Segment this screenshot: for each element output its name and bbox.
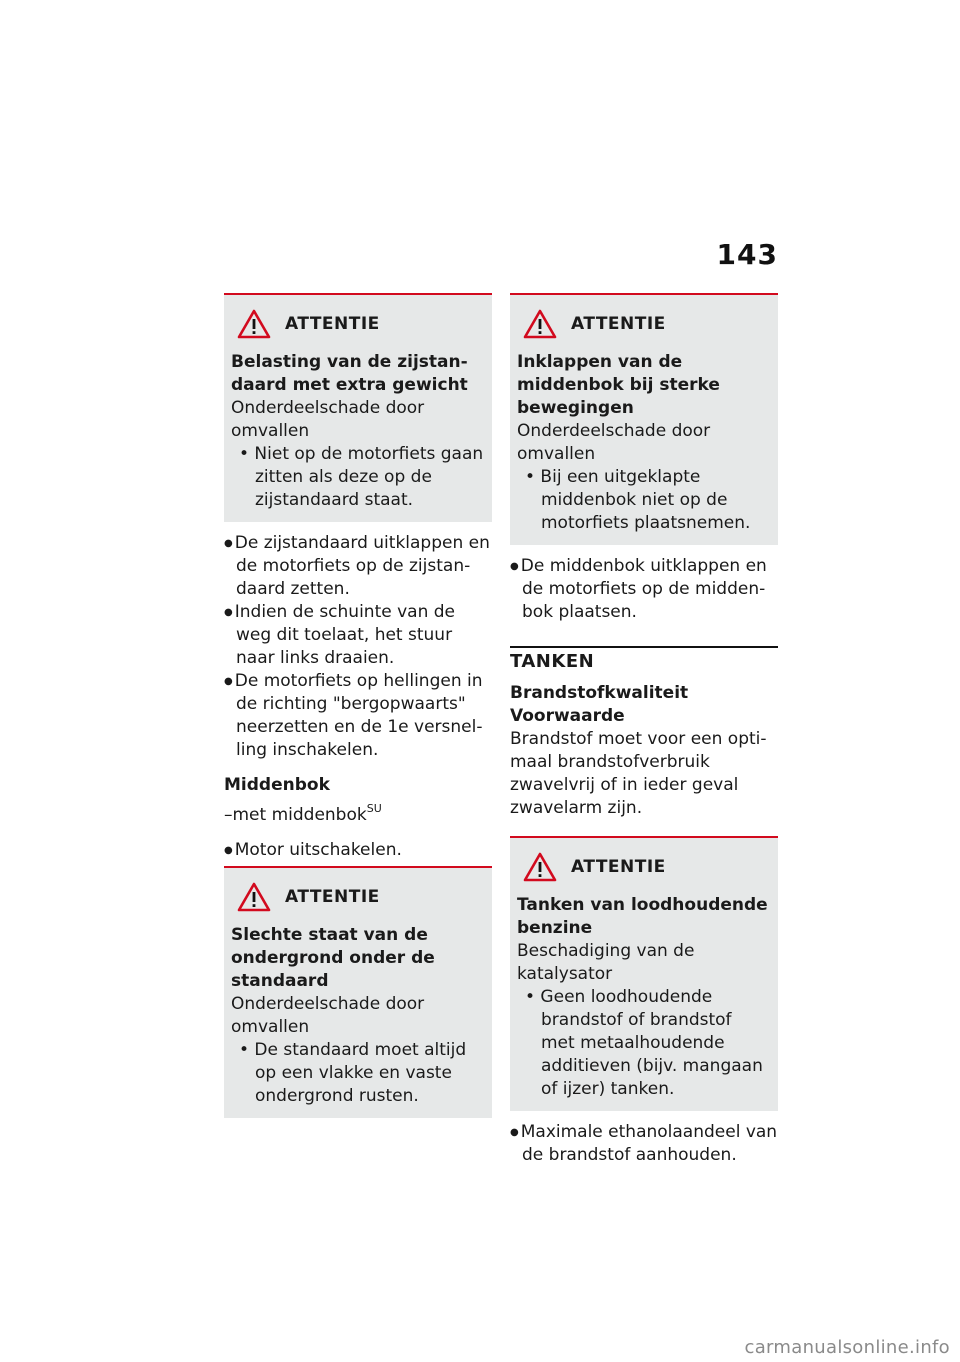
- warning-label: ATTENTIE: [285, 886, 380, 907]
- bullet-list: [224, 839, 492, 862]
- warning-box: [510, 293, 778, 545]
- list-item: ● Indien de schuinte van de weg dit toelaat, het stuur naar links draaien.: [224, 601, 492, 670]
- warning-triangle-icon: [523, 852, 557, 882]
- warning-box: [224, 866, 492, 1118]
- option-text: –met middenbok: [224, 805, 367, 825]
- warning-box: [224, 293, 492, 522]
- warning-header: [517, 852, 770, 882]
- warning-label: ATTENTIE: [285, 313, 380, 334]
- list-item: ● De middenbok uitklappen en de motorfiets op de middenbok plaatsen.: [510, 555, 778, 624]
- bullet-list: [510, 555, 778, 624]
- warning-header: [231, 309, 484, 339]
- page-number: 143: [716, 238, 778, 271]
- warning-title: Tanken van loodhoudende benzine: [517, 895, 768, 938]
- warning-triangle-icon: [237, 309, 271, 339]
- right-column: [510, 293, 778, 1179]
- warning-box: [510, 836, 778, 1111]
- warning-text: Beschadiging van de katalysator: [517, 941, 695, 984]
- warning-triangle-icon: [523, 309, 557, 339]
- warning-triangle-icon: [237, 882, 271, 912]
- warning-text: Onderdeelschade door omvallen: [517, 421, 711, 464]
- warning-text: Onderdeelschade door omvallen: [231, 398, 425, 441]
- list-item: ● De motorfiets op hellingen in de richting "bergopwaarts" neerzetten en de 1e versnelling inschakelen.: [224, 670, 492, 762]
- subheading-brandstofkwaliteit: Brandstofkwaliteit: [510, 683, 689, 703]
- warning-bullet: • Geen loodhoudende brandstof of brandstof met metaalhoudende additieven (bijv. mangaan of ijzer) tanken.: [525, 987, 763, 1099]
- option-line: [224, 797, 492, 827]
- warning-title: Inklappen van de middenbok bij sterke bewegingen: [517, 352, 720, 418]
- bullet-list: [224, 532, 492, 762]
- warning-header: [231, 882, 484, 912]
- subheading-voorwaarde: Voorwaarde: [510, 706, 625, 726]
- bullet-list: [510, 1121, 778, 1167]
- warning-bullet: • De standaard moet altijd op een vlakke en vaste ondergrond rusten.: [239, 1040, 467, 1106]
- warning-header: [517, 309, 770, 339]
- paragraph: Brandstof moet voor een optimaal brandstofverbruik zwavelvrij of in ieder geval zwavelarm zijn.: [510, 729, 767, 818]
- warning-text: Onderdeelschade door omvallen: [231, 994, 425, 1037]
- warning-title: Slechte staat van de ondergrond onder de standaard: [231, 925, 435, 991]
- warning-title: Belasting van de zijstandaard met extra gewicht: [231, 352, 468, 395]
- warning-bullet: • Niet op de motorfiets gaan zitten als deze op de zijstandaard staat.: [239, 444, 484, 510]
- option-code: SU: [366, 802, 382, 815]
- watermark: carmanualsonline.info: [744, 1337, 950, 1358]
- warning-label: ATTENTIE: [571, 856, 666, 877]
- list-item: ● Motor uitschakelen.: [224, 839, 492, 862]
- warning-label: ATTENTIE: [571, 313, 666, 334]
- warning-bullet: • Bij een uitgeklapte middenbok niet op de motorfiets plaatsnemen.: [525, 467, 751, 533]
- left-column: [224, 293, 492, 1128]
- list-item: ● Maximale ethanolaandeel van de brandstof aanhouden.: [510, 1121, 778, 1167]
- list-item: ● De zijstandaard uitklappen en de motorfiets op de zijstandaard zetten.: [224, 532, 492, 601]
- subheading-middenbok: Middenbok: [224, 775, 330, 795]
- section-title: TANKEN: [510, 646, 778, 674]
